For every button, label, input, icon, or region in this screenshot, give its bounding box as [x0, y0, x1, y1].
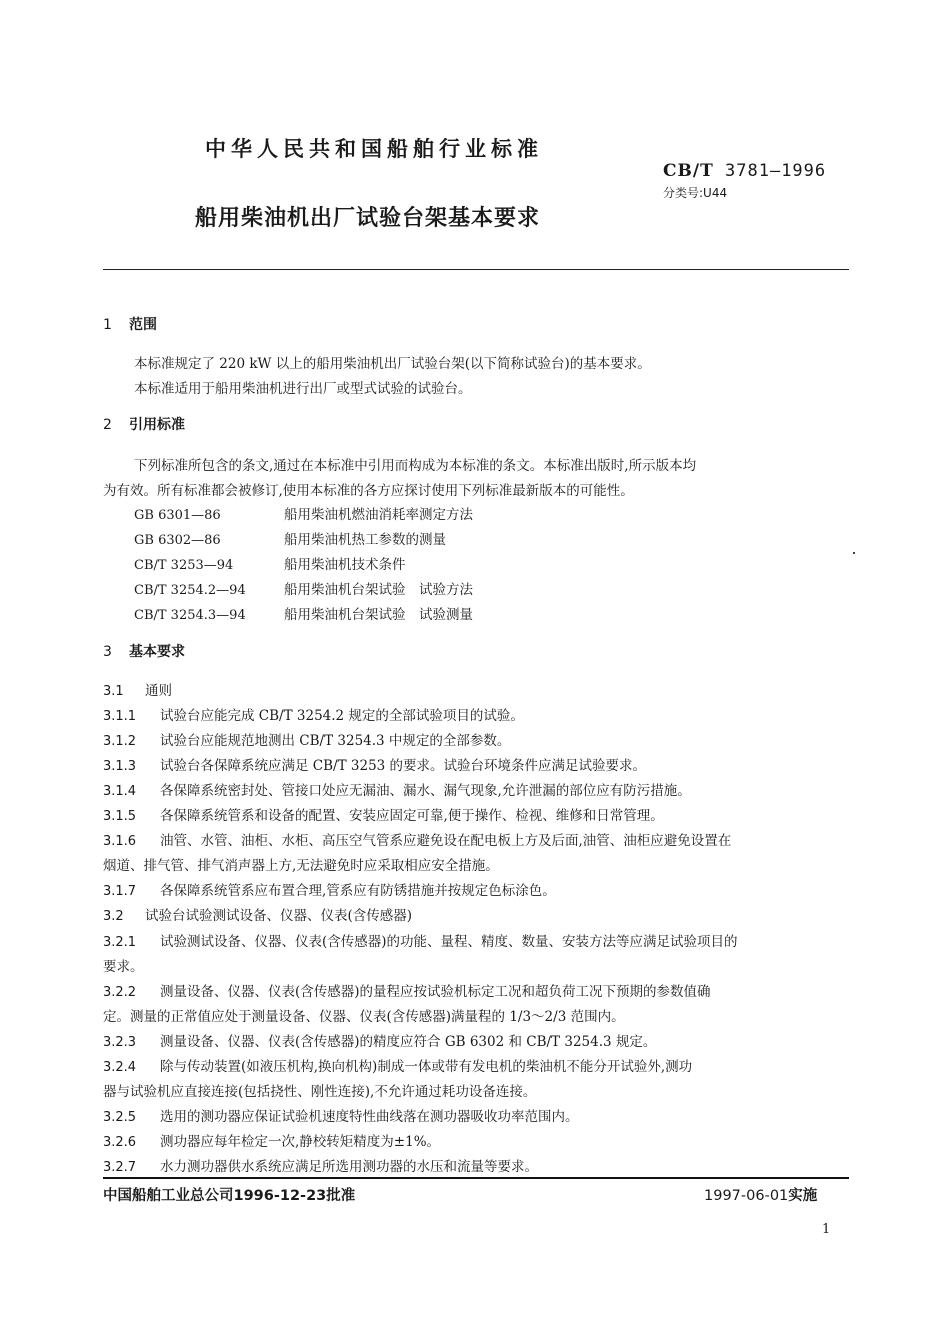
document-title: 船用柴油机出厂试验台架基本要求 [195, 206, 541, 231]
approval-statement: 中国船舶工业总公司1996-12-23批准 [103, 1188, 356, 1204]
clause-text: 通则 [145, 683, 172, 699]
clause [103, 980, 711, 1000]
section-number: 1 [103, 317, 112, 333]
reference-standard [134, 503, 473, 523]
clause [103, 1105, 579, 1125]
reference-standard [134, 553, 406, 573]
clause-continuation [103, 955, 144, 975]
clause-text: 试验测试设备、仪器、仪表(含传感器)的功能、量程、精度、数量、安装方法等应满足试验项目的 [160, 934, 738, 950]
page-number: 1 [822, 1222, 831, 1237]
standard-organization-heading: 中华人民共和国船舶行业标准 [205, 137, 543, 161]
clause-number: 3.1.5 [103, 809, 137, 824]
clause-continuation [103, 854, 499, 874]
standard-code-prefix: CB/T [663, 161, 714, 181]
clause-text: 测功器应每年检定一次,静校转矩精度为±1%。 [160, 1134, 441, 1150]
reference-title: 船用柴油机台架试验 试验方法 [284, 582, 473, 598]
clause [103, 754, 646, 774]
clause-text: 选用的测功器应保证试验机速度特性曲线落在测功器吸收功率范围内。 [160, 1109, 579, 1125]
clause-number: 3.2 [103, 909, 124, 924]
paragraph-continuation: 为有效。所有标准都会被修订,使用本标准的各方应探讨使用下列标准最新版本的可能性。 [103, 483, 634, 499]
clause-number: 3.1.4 [103, 784, 137, 799]
header-divider [103, 269, 849, 270]
clause [103, 779, 691, 799]
effective-label: 实施 [788, 1188, 818, 1204]
clause-text: 油管、水管、油柜、水柜、高压空气管系应避免设在配电板上方及后面,油管、油柜应避免设置在 [160, 833, 732, 849]
clause-text: 要求。 [103, 959, 144, 975]
clause-number: 3.1.1 [103, 709, 137, 724]
classification-number: 分类号:U44 [663, 186, 728, 200]
paragraph: 下列标准所包含的条文,通过在本标准中引用而构成为本标准的条文。本标准出版时,所示版本均 [134, 458, 697, 474]
clause-text: 器与试验机应直接连接(包括挠性、刚性连接),不允许通过耗功设备连接。 [103, 1084, 537, 1100]
section-2-heading [103, 414, 185, 434]
standard-code-number: 3781—1996 [725, 161, 827, 181]
section-3-heading [103, 641, 185, 661]
clause-continuation [103, 1080, 536, 1100]
clause [103, 879, 556, 899]
section-number: 3 [103, 644, 112, 660]
clause-number: 3.2.7 [103, 1160, 137, 1175]
clause-text: 测量设备、仪器、仪表(含传感器)的精度应符合 GB 6302 和 CB/T 3254.3 规定。 [160, 1034, 657, 1050]
clause [103, 1030, 656, 1050]
clause [103, 829, 731, 849]
clause-number: 3.1.3 [103, 759, 137, 774]
section-title: 引用标准 [129, 417, 185, 433]
clause-text: 各保障系统管系和设备的配置、安装应固定可靠,便于操作、检视、维修和日常管理。 [160, 808, 664, 824]
footer-divider [103, 1177, 849, 1179]
section-1-heading [103, 314, 157, 334]
reference-code: CB/T 3253—94 [134, 558, 234, 573]
clause-number: 3.1 [103, 684, 124, 699]
reference-standard [134, 603, 473, 623]
clause-text: 试验台应能完成 CB/T 3254.2 规定的全部试验项目的试验。 [160, 708, 524, 724]
clause [103, 729, 510, 749]
clause-number: 3.1.2 [103, 734, 137, 749]
paragraph: 本标准规定了 220 kW 以上的船用柴油机出厂试验台架(以下简称试验台)的基本要求。 [134, 356, 651, 372]
effective-date: 1997-06-01 [704, 1188, 789, 1204]
reference-code: GB 6302—86 [134, 533, 221, 548]
clause-number: 3.2.1 [103, 935, 137, 950]
clause [103, 704, 524, 724]
clause [103, 1155, 538, 1175]
effective-statement [704, 1184, 817, 1205]
reference-standard [134, 578, 473, 598]
clause-text: 试验台应能规范地测出 CB/T 3254.3 中规定的全部参数。 [160, 733, 511, 749]
scan-speck [853, 552, 855, 554]
paragraph: 本标准适用于船用柴油机进行出厂或型式试验的试验台。 [134, 381, 472, 397]
clause-text: 试验台试验测试设备、仪器、仪表(含传感器) [145, 908, 413, 924]
clause [103, 904, 412, 924]
clause-text: 各保障系统密封处、管接口处应无漏油、漏水、漏气现象,允许泄漏的部位应有防污措施。 [160, 783, 691, 799]
clause-text: 定。测量的正常值应处于测量设备、仪器、仪表(含传感器)满量程的 1/3～2/3 范围内。 [103, 1009, 625, 1025]
clause-number: 3.2.2 [103, 985, 137, 1000]
section-title: 基本要求 [129, 644, 185, 660]
clause [103, 1055, 692, 1075]
clause-number: 3.2.3 [103, 1035, 137, 1050]
reference-title: 船用柴油机燃油消耗率测定方法 [284, 507, 473, 523]
clause [103, 930, 738, 950]
clause [103, 804, 664, 824]
clause-text: 各保障系统管系应布置合理,管系应有防锈措施并按规定色标涂色。 [160, 883, 556, 899]
clause-number: 3.1.6 [103, 834, 137, 849]
section-title: 范围 [129, 317, 157, 333]
reference-code: GB 6301—86 [134, 508, 221, 523]
clause-text: 水力测功器供水系统应满足所选用测功器的水压和流量等要求。 [160, 1159, 538, 1175]
reference-title: 船用柴油机技术条件 [284, 557, 406, 573]
standard-code [663, 161, 826, 181]
clause [103, 679, 172, 699]
section-number: 2 [103, 417, 112, 433]
clause-text: 除与传动装置(如液压机构,换向机构)制成一体或带有发电机的柴油机不能分开试验外,测功 [160, 1059, 693, 1075]
reference-title: 船用柴油机热工参数的测量 [284, 532, 446, 548]
clause-text: 测量设备、仪器、仪表(含传感器)的量程应按试验机标定工况和超负荷工况下预期的参数值确 [160, 984, 711, 1000]
clause-text: 试验台各保障系统应满足 CB/T 3253 的要求。试验台环境条件应满足试验要求。 [160, 758, 647, 774]
reference-code: CB/T 3254.3—94 [134, 608, 246, 623]
clause-number: 3.2.5 [103, 1110, 137, 1125]
clause-number: 3.1.7 [103, 884, 137, 899]
reference-code: CB/T 3254.2—94 [134, 583, 246, 598]
clause-number: 3.2.4 [103, 1060, 137, 1075]
clause-text: 烟道、排气管、排气消声器上方,无法避免时应采取相应安全措施。 [103, 858, 499, 874]
reference-standard [134, 528, 446, 548]
clause [103, 1130, 440, 1150]
clause-continuation [103, 1005, 625, 1025]
clause-number: 3.2.6 [103, 1135, 137, 1150]
reference-title: 船用柴油机台架试验 试验测量 [284, 607, 473, 623]
